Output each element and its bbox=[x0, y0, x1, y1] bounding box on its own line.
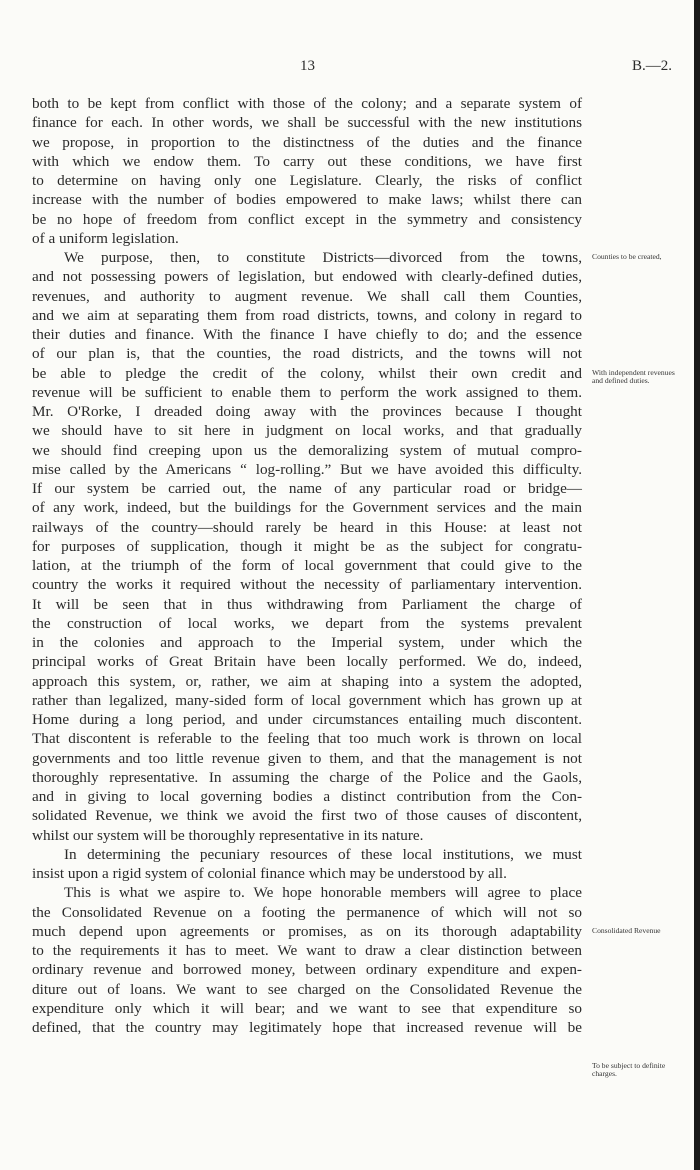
margin-note: Consolidated Revenue bbox=[592, 925, 661, 935]
text-line: revenues, and authority to augment revenue. We shall call them Counties, bbox=[32, 287, 582, 305]
paragraph bbox=[32, 248, 582, 845]
text-line: revenue will be sufficient to enable them to perform the work assigned to them. bbox=[32, 383, 582, 401]
margin-note: Counties to be created, bbox=[592, 252, 662, 261]
document-reference: B.—2. bbox=[632, 58, 673, 74]
paragraph bbox=[32, 845, 582, 884]
text-line: Mr. O'Rorke, I dreaded doing away with the provinces because I thought bbox=[32, 403, 582, 420]
text-line: railways of the country—should rarely be heard in this House: at least not bbox=[32, 518, 582, 536]
text-line: It will be seen that in thus withdrawing from Parliament the charge of bbox=[32, 595, 582, 613]
text-line: in the colonies and approach to the Imperial system, under which the bbox=[32, 634, 582, 651]
page-edge bbox=[694, 0, 700, 1170]
page-number: 13 bbox=[300, 58, 315, 74]
text-line: mise called by the Americans “ log-rolling.” But we have avoided this difficulty. bbox=[32, 460, 582, 478]
text-line: increase with the number of bodies empowered to make laws; whilst there can bbox=[32, 191, 582, 209]
text-line: lation, at the triumph of the form of local government that could give to the bbox=[32, 557, 582, 574]
body-text bbox=[32, 94, 582, 1037]
text-line: whilst our system will be thoroughly representative in its nature. bbox=[32, 826, 424, 844]
text-line: and we aim at separating them from road districts, towns, and colony in regard to bbox=[32, 306, 582, 324]
text-line: country the works it required without the necessity of parliamentary intervention. bbox=[32, 576, 582, 594]
text-line: we should find creeping upon us the demoralizing system of mutual compro- bbox=[32, 441, 582, 459]
text-line: with which we endow them. To carry out these conditions, we have first bbox=[32, 152, 582, 170]
text-line: of any work, indeed, but the buildings for the Government services and the main bbox=[32, 499, 582, 517]
text-line: We purpose, then, to constitute Districts—divorced from the towns, bbox=[64, 249, 582, 266]
text-line: we should have to sit here in judgment on local works, and that gradually bbox=[32, 422, 582, 440]
margin-note: With independent revenues and defined duties. bbox=[592, 367, 675, 385]
text-line: much depend upon agreements or promises, as on its thorough adaptability bbox=[32, 922, 582, 940]
paragraph bbox=[32, 883, 582, 1037]
text-line: solidated Revenue, we think we avoid the first two of those causes of discontent, bbox=[32, 807, 582, 825]
text-line: governments and too little revenue given to them, and that the management is not bbox=[32, 749, 582, 767]
text-line: we propose, in proportion to the distinctness of the duties and the finance bbox=[32, 133, 582, 151]
page-header bbox=[0, 58, 700, 78]
text-line: be no hope of freedom from conflict except in the symmetry and consistency bbox=[32, 210, 582, 228]
text-line: ordinary revenue and borrowed money, between ordinary expenditure and expen- bbox=[32, 961, 582, 979]
text-line: That discontent is referable to the feeling that too much work is thrown on local bbox=[32, 730, 582, 748]
text-line: and in giving to local governing bodies a distinct contribution from the Con- bbox=[32, 788, 582, 805]
text-line: In determining the pecuniary resources of these local institutions, we must bbox=[64, 845, 582, 863]
text-line: to determine on having only one Legislature. Clearly, the risks of conflict bbox=[32, 172, 582, 189]
text-line: finance for each. In other words, we shall be successful with the new institutions bbox=[32, 114, 582, 132]
text-line: for purposes of supplication, though it might be as the subject for congratu- bbox=[32, 537, 582, 555]
text-line: principal works of Great Britain have been locally performed. We do, indeed, bbox=[32, 653, 582, 671]
text-line: thoroughly representative. In assuming the charge of the Police and the Gaols, bbox=[32, 768, 582, 786]
text-line: the Consolidated Revenue on a footing the permanence of which will not so bbox=[32, 903, 582, 921]
text-line: their duties and finance. With the finance I have chiefly to do; and the essence bbox=[32, 326, 582, 343]
paragraph bbox=[32, 94, 582, 248]
text-line: expenditure only which it will bear; and we want to see that expenditure so bbox=[32, 999, 582, 1017]
text-line: the construction of local works, we depart from the systems prevalent bbox=[32, 614, 582, 632]
text-line: and not possessing powers of legislation, but endowed with clearly-defined duties, bbox=[32, 268, 582, 286]
text-line: diture out of loans. We want to see charged on the Consolidated Revenue the bbox=[32, 980, 582, 998]
text-line: If our system be carried out, the name of any particular road or bridge— bbox=[32, 480, 582, 497]
text-line: be able to pledge the credit of the colony, whilst their own credit and bbox=[32, 364, 582, 382]
text-line: of our plan is, that the counties, the road districts, and the towns will not bbox=[32, 345, 582, 363]
text-line: to the requirements it has to meet. We want to draw a clear distinction between bbox=[32, 942, 582, 959]
text-line: rather than legalized, many-sided form of local government which has grown up at bbox=[32, 691, 582, 709]
text-line: both to be kept from conflict with those of the colony; and a separate system of bbox=[32, 95, 582, 112]
text-line: defined, that the country may legitimately hope that increased revenue will be bbox=[32, 1019, 582, 1036]
text-line: This is what we aspire to. We hope honorable members will agree to place bbox=[64, 884, 582, 902]
text-line: insist upon a rigid system of colonial finance which may be understood by all. bbox=[32, 865, 507, 882]
text-line: approach this system, or, rather, we aim at shaping into a system the adopted, bbox=[32, 672, 582, 690]
text-line: Home during a long period, and under circumstances entailing much discontent. bbox=[32, 711, 582, 728]
text-line: of a uniform legislation. bbox=[32, 229, 179, 247]
margin-note: To be subject to definite charges. bbox=[592, 1060, 666, 1078]
